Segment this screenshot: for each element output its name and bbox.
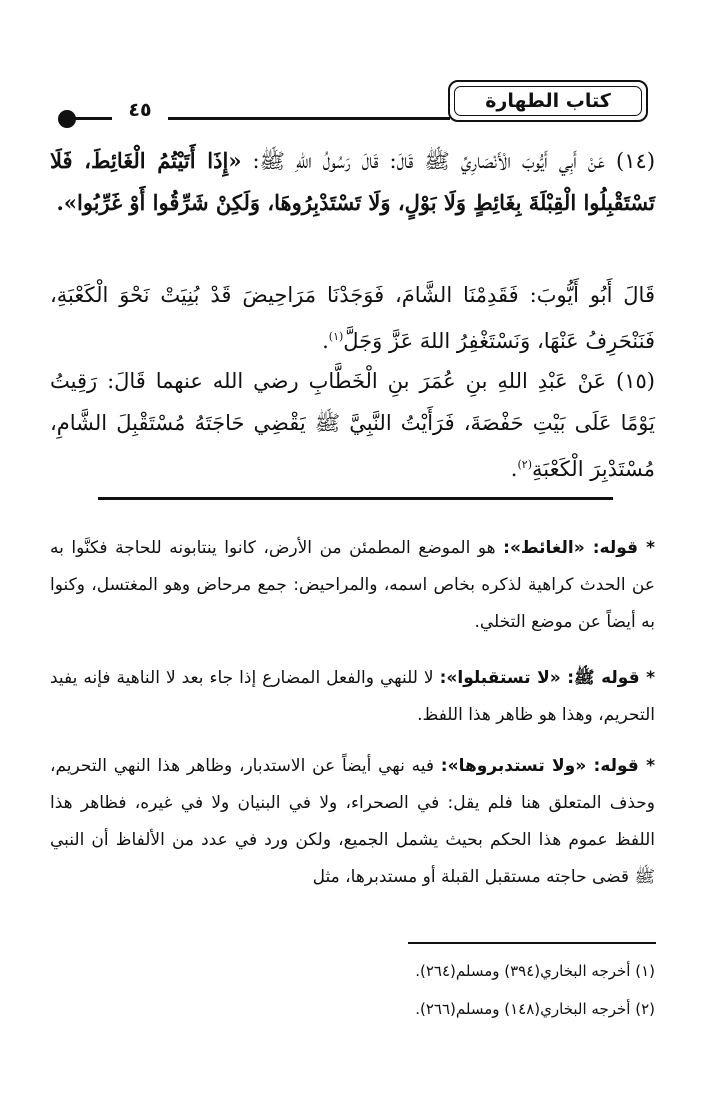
- footnote-1: (١) أخرجه البخاري(٣٩٤) ومسلم(٢٦٤).: [415, 962, 655, 980]
- hadith-14-intro: (١٤) عَنْ أَبِي أَيُّوبَ الْأَنْصَارِيِّ ﷺ قَالَ: قَالَ رَسُولُ اللهِ ﷺ:: [252, 149, 656, 173]
- hadith-15: (١٥) عَنْ عَبْدِ اللهِ بنِ عُمَرَ بنِ الْخَطَّابِ رضي الله عنهما قَالَ: رَقِيتُ يَوْمًا عَلَى بَيْتِ حَفْصَةَ، فَرَأَيْتُ النَّبِيَّ ﷺ يَقْضِي حَاجَتَهُ مُسْتَقْبِلَ الشَّامِ، مُسْتَدْبِرَ الْكَعْبَةِ$^{(٢)}$.: [50, 369, 655, 481]
- hadith-14-followup: قَالَ أَبُو أَيُّوبَ: فَقَدِمْنَا الشَّامَ، فَوَجَدْنَا مَرَاحِيضَ قَدْ بُنِيَتْ نَحْوَ الْكَعْبَةِ، فَنَنْحَرِفُ عَنْهَا، وَنَسْتَغْفِرُ اللهَ عَزَّ وَجَلَّ$^{(١)}$.: [50, 283, 655, 353]
- comment-la-tastadbiruha-lead: * قوله: «ولا تستدبروها»:: [440, 756, 655, 776]
- comment-la-tastaqbilu-lead: * قوله ﷺ: «لا تستقبلوا»:: [439, 668, 655, 688]
- chapter-title: كتاب الطهارة: [454, 86, 642, 116]
- hadith-14-followup-text: قَالَ أَبُو أَيُّوبَ: فَقَدِمْنَا الشَّامَ، فَوَجَدْنَا مَرَاحِيضَ قَدْ بُنِيَتْ نَحْوَ الْكَعْبَةِ، فَنَنْحَرِفُ عَنْهَا، وَنَسْتَغْفِرُ اللهَ عَزَّ وَجَلَّ: [50, 283, 655, 353]
- comment-la-tastaqbilu: [50, 660, 655, 734]
- hadith-14: [50, 140, 655, 224]
- comment-la-tastaqbilu-text: لا للنهي والفعل المضارع إذا جاء بعد لا الناهية فإنه يفيد التحريم، وهذا هو ظاهر هذا اللفظ.: [50, 668, 655, 725]
- comment-la-tastadbiruha: [50, 748, 655, 896]
- footnote-ref-1: (١): [328, 330, 344, 343]
- chapter-title-frame: [448, 80, 648, 122]
- footnote-separator: [408, 942, 656, 944]
- hadith-15-text: (١٥) عَنْ عَبْدِ اللهِ بنِ عُمَرَ بنِ الْخَطَّابِ رضي الله عنهما قَالَ: رَقِيتُ يَوْمًا عَلَى بَيْتِ حَفْصَةَ، فَرَأَيْتُ النَّبِيَّ ﷺ يَقْضِي حَاجَتَهُ مُسْتَقْبِلَ الشَّامِ، مُسْتَدْبِرَ الْكَعْبَةِ: [50, 369, 655, 481]
- footnote-ref-2: (٢): [517, 458, 532, 471]
- comment-ghaait: [50, 530, 655, 641]
- page-number: ٤٥: [112, 98, 168, 122]
- comment-ghaait-text: هو الموضع المطمئن من الأرض، كانوا ينتابونه للحاجة فكنَّوا به عن الحدث كراهية لذكره بخاص اسمه، والمراحيض: جمع مرحاض وهو المغتسل، وكنوا به أيضاً عن موضع التخلي.: [50, 538, 655, 632]
- header-rule-end: [74, 117, 100, 120]
- comment-la-tastadbiruha-text: فيه نهي أيضاً عن الاستدبار، وظاهر هذا النهي التحريم، وحذف المتعلق هنا فلم يقل: في الصحراء، ولا في البنيان ولا في غيره، فظاهر هذا اللفظ عموم هذا الحكم بحيث يشمل الجميع، ولكن ورد في عدد من الألفاظ أن النبي ﷺ قضى حاجته مستقبل القبلة أو مستدبرها، مثل: [50, 756, 655, 887]
- footnote-2: (٢) أخرجه البخاري(١٤٨) ومسلم(٢٦٦).: [415, 1000, 655, 1018]
- header-ornament-dot: [58, 110, 76, 128]
- hadith-14-quote: «إِذَا أَتَيْتُمُ الْغَائِطَ، فَلَا تَسْتَقْبِلُوا الْقِبْلَةَ بِغَائِطٍ وَلَا بَوْلٍ، وَلَا تَسْتَدْبِرُوهَا، وَلَكِنْ شَرِّقُوا أَوْ غَرِّبُوا».: [50, 148, 655, 215]
- section-separator: [98, 497, 613, 500]
- comment-ghaait-lead: * قوله: «الغائط»:: [503, 538, 655, 558]
